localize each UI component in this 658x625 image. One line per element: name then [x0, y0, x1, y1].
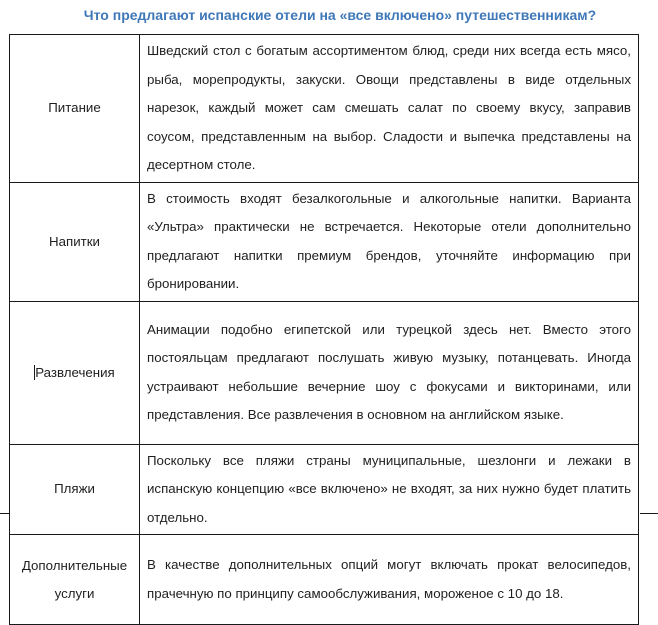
row-text-drinks: В стоимость входят безалкогольные и алкогольные напитки. Варианта «Ультра» практически не встречается. Некоторые отели дополнительно предлагают напитки премиум брендов, уточняйте информацию при бронировании.: [140, 182, 639, 301]
row-label-entertainment[interactable]: [10, 301, 140, 444]
row-label-drinks: Напитки: [10, 182, 140, 301]
row-text-beaches: Поскольку все пляжи страны муниципальные, шезлонги и лежаки в испанскую концепцию «все включено» не входят, за них нужно будет платить отдельно.: [140, 444, 639, 535]
row-label-food: Питание: [10, 35, 140, 183]
info-table: [9, 34, 639, 625]
row-text-food: Шведский стол с богатым ассортиментом блюд, среди них всегда есть мясо, рыба, морепродукты, закуски. Овощи представлены в виде отдельных нарезок, каждый может сам смешать салат по своему вкусу, заправив соусом, представленным на выбор. Сладости и выпечка представлены на десертном столе.: [140, 35, 639, 183]
table-row: [10, 535, 639, 625]
table-row: [10, 444, 639, 535]
row-text-entertainment: Анимации подобно египетской или турецкой здесь нет. Вместо этого постояльцам предлагают послушать живую музыку, потанцевать. Иногда устраивают небольшие вечерние шоу с фокусами и викторинами, или представления. Все развлечения в основном на английском языке.: [140, 301, 639, 444]
entertainment-label-text: Развлечения: [35, 364, 115, 380]
table-border-extension-right: [640, 513, 658, 514]
row-label-beaches: Пляжи: [10, 444, 140, 535]
row-label-extra-services: Дополнительные услуги: [10, 535, 140, 625]
row-text-extra-services: В качестве дополнительных опций могут включать прокат велосипедов, прачечную по принципу самообслуживания, мороженое с 10 до 18.: [140, 535, 639, 625]
page-title: Что предлагают испанские отели на «все включено» путешественникам?: [83, 7, 597, 23]
table-row: [10, 301, 639, 444]
table-border-extension-left: [0, 513, 9, 514]
table-row: [10, 182, 639, 301]
table-row: [10, 35, 639, 183]
